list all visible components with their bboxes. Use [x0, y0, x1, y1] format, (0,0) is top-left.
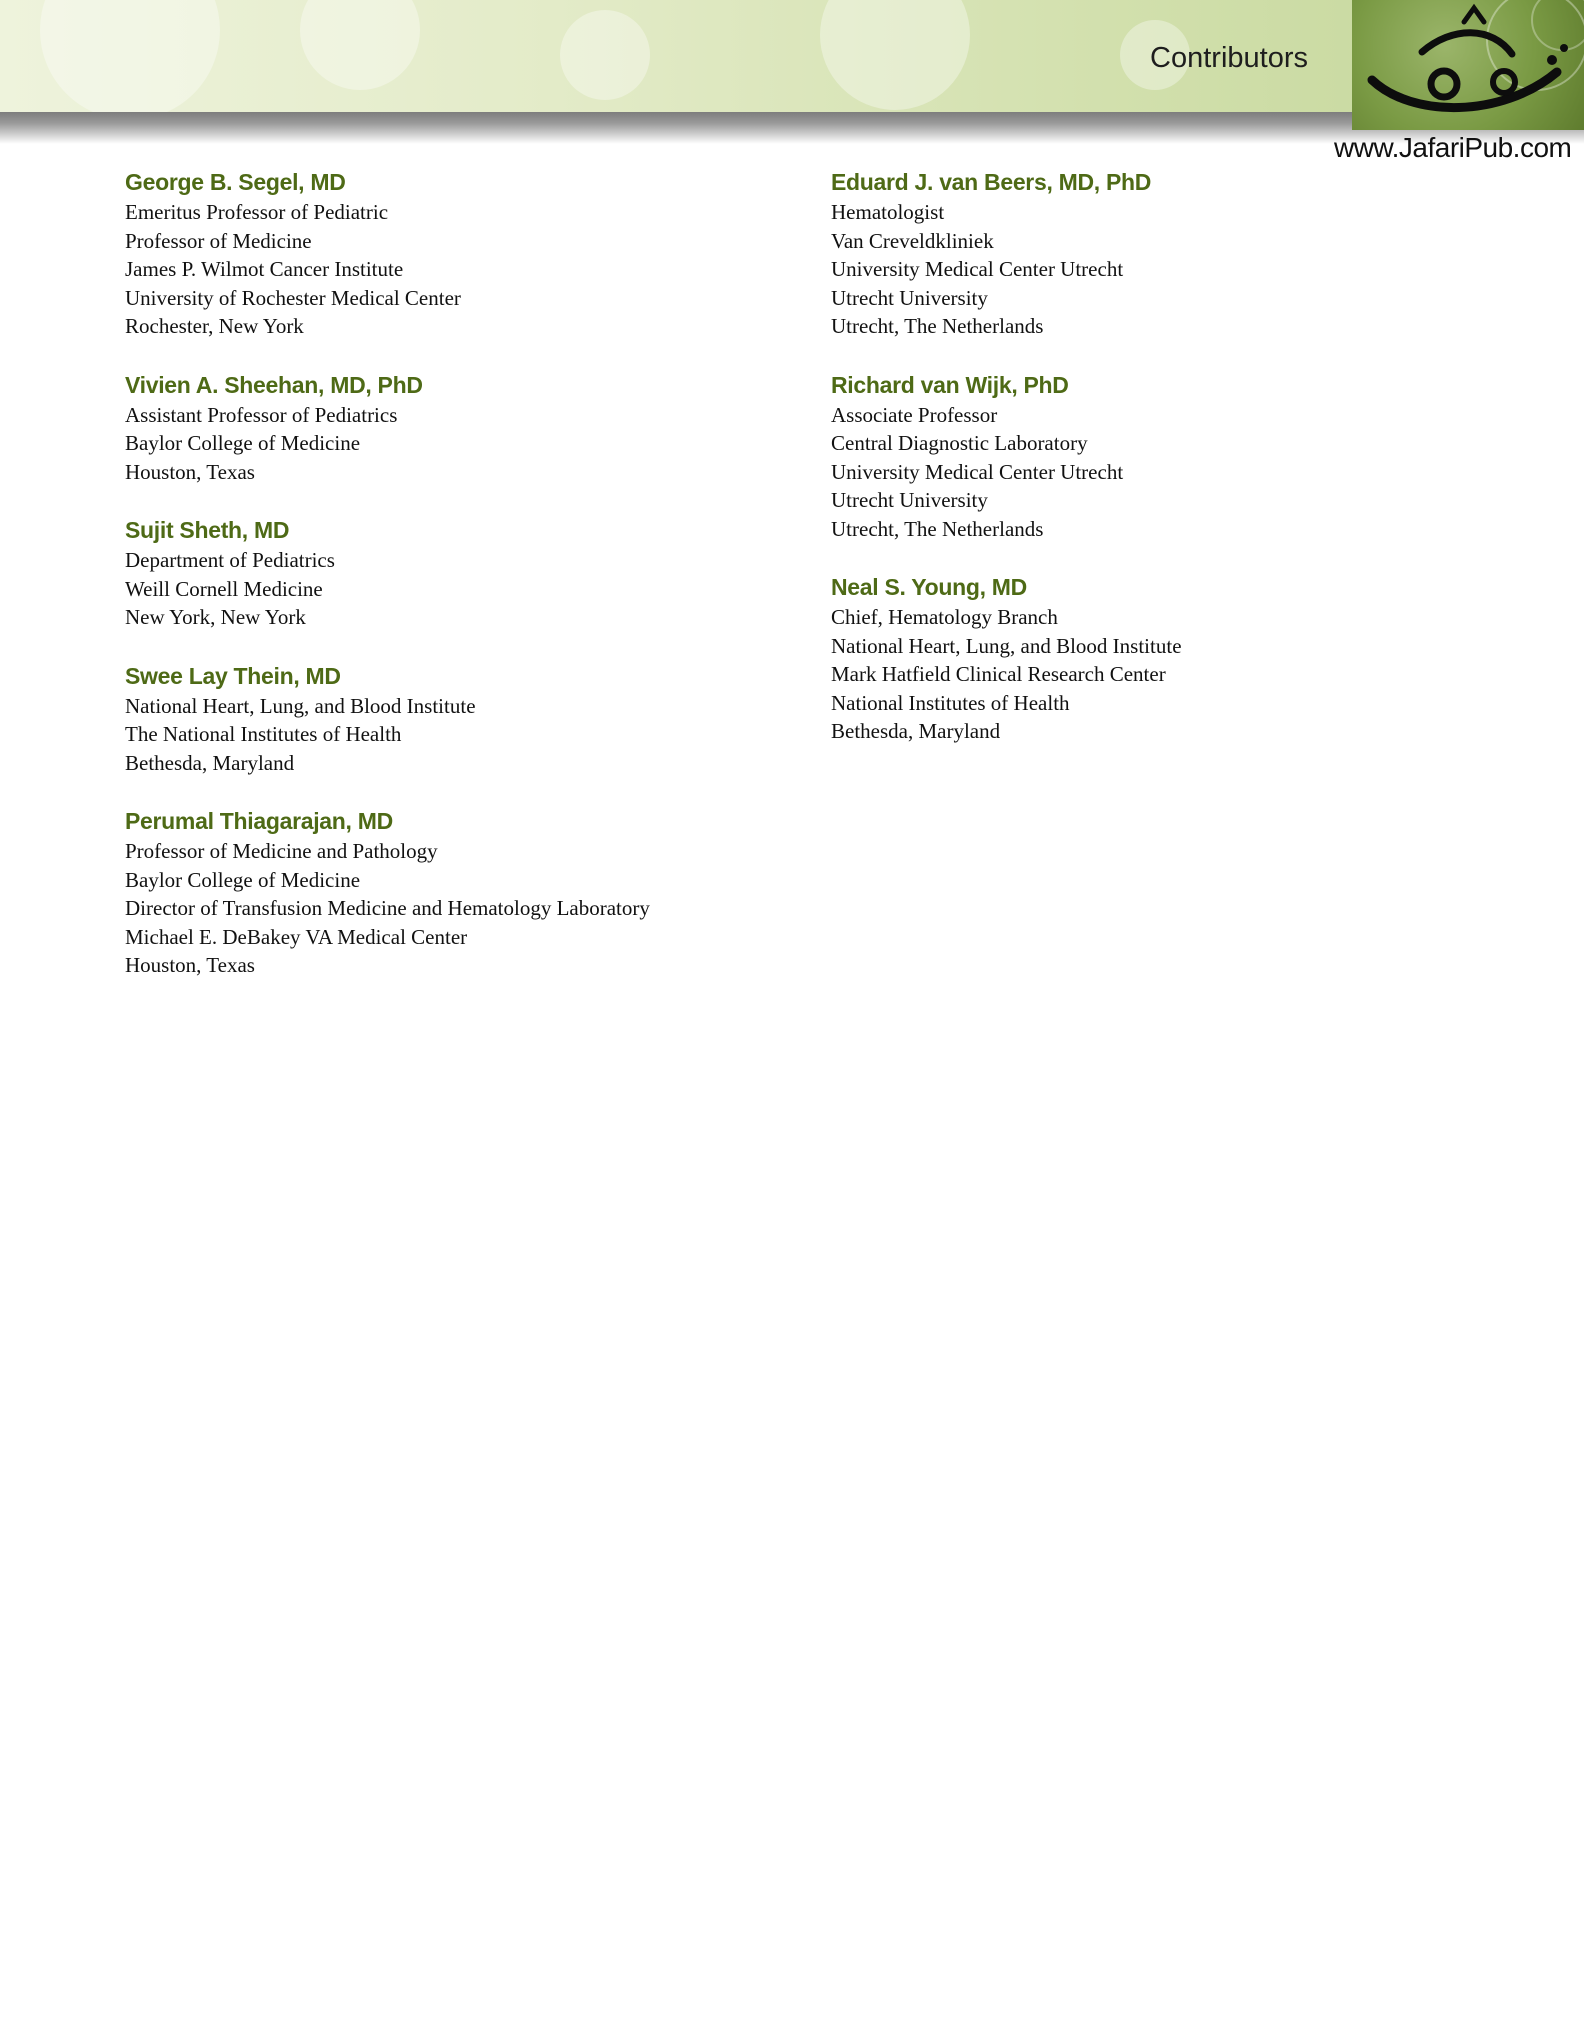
affiliation-line: University Medical Center Utrecht: [831, 459, 1124, 484]
affiliation-line: Van Creveldkliniek: [831, 228, 994, 253]
page-title: Contributors: [1150, 42, 1308, 74]
affiliation-line: Bethesda, Maryland: [831, 719, 1001, 743]
contributor-entry: [125, 369, 825, 487]
affiliation-line: University of Rochester Medical Center: [125, 285, 461, 310]
affiliation-list: [831, 198, 1531, 341]
calligraphy-logo-icon: [1352, 0, 1584, 130]
bokeh-decoration: [300, 0, 420, 90]
affiliation-list: [125, 692, 825, 778]
contributor-entry: [831, 166, 1531, 341]
affiliation-line: Bethesda, Maryland: [125, 750, 295, 775]
affiliation-line: Michael E. DeBakey VA Medical Center: [125, 924, 468, 949]
affiliation-line: Director of Transfusion Medicine and Hematology Laboratory: [125, 896, 650, 920]
affiliation-line: Baylor College of Medicine: [125, 867, 361, 892]
contributor-entry: [125, 166, 825, 341]
contributors-column-left: [125, 166, 825, 1008]
bokeh-decoration: [40, 0, 220, 112]
affiliation-line: Assistant Professor of Pediatrics: [125, 402, 398, 427]
contributor-name: Perumal Thiagarajan, MD: [125, 808, 393, 834]
bokeh-decoration: [820, 0, 970, 110]
affiliation-line: Department of Pediatrics: [125, 548, 335, 572]
contributor-name: Richard van Wijk, PhD: [831, 371, 1069, 398]
affiliation-line: Utrecht, The Netherlands: [831, 314, 1044, 338]
page-header-banner: [0, 0, 1584, 112]
affiliation-line: Emeritus Professor of Pediatric: [125, 200, 389, 224]
affiliation-list: [831, 401, 1531, 544]
affiliation-line: Houston, Texas: [125, 459, 255, 484]
bokeh-decoration: [560, 10, 650, 100]
affiliation-list: [831, 603, 1531, 746]
affiliation-line: Utrecht University: [831, 488, 988, 512]
affiliation-line: Chief, Hematology Branch: [831, 605, 1058, 629]
affiliation-list: [125, 401, 825, 487]
contributor-entry: [831, 369, 1531, 544]
affiliation-line: James P. Wilmot Cancer Institute: [125, 257, 404, 281]
affiliation-line: Professor of Medicine: [125, 228, 312, 253]
affiliation-line: Utrecht University: [831, 285, 988, 310]
affiliation-line: National Institutes of Health: [831, 690, 1070, 715]
affiliation-line: University Medical Center Utrecht: [831, 257, 1124, 281]
affiliation-list: [125, 837, 825, 980]
affiliation-line: National Heart, Lung, and Blood Institute: [125, 693, 476, 718]
affiliation-list: [125, 546, 825, 632]
contributor-entry: [125, 660, 825, 778]
affiliation-list: [125, 198, 825, 341]
contributor-entry: [831, 571, 1531, 746]
affiliation-line: Associate Professor: [831, 402, 998, 427]
contributor-entry: [125, 805, 825, 980]
affiliation-line: Central Diagnostic Laboratory: [831, 431, 1088, 455]
contributor-name: Swee Lay Thein, MD: [125, 662, 341, 689]
contributor-name: Neal S. Young, MD: [831, 574, 1027, 600]
publisher-logo: [1352, 0, 1584, 130]
affiliation-line: Professor of Medicine and Pathology: [125, 839, 438, 863]
affiliation-line: The National Institutes of Health: [125, 722, 402, 746]
affiliation-line: New York, New York: [125, 605, 306, 629]
affiliation-line: Baylor College of Medicine: [125, 431, 361, 455]
affiliation-line: Houston, Texas: [125, 953, 255, 977]
contributor-name: Eduard J. van Beers, MD, PhD: [831, 169, 1152, 195]
affiliation-line: Weill Cornell Medicine: [125, 576, 323, 601]
publisher-site-url[interactable]: www.JafariPub.com: [1334, 132, 1572, 163]
affiliation-line: Hematologist: [831, 200, 945, 224]
contributor-name: Sujit Sheth, MD: [125, 517, 290, 543]
contributor-name: George B. Segel, MD: [125, 169, 346, 195]
contributor-name: Vivien A. Sheehan, MD, PhD: [125, 371, 423, 398]
contributors-column-right: [831, 166, 1531, 774]
affiliation-line: Utrecht, The Netherlands: [831, 516, 1044, 541]
affiliation-line: Mark Hatfield Clinical Research Center: [831, 662, 1166, 686]
affiliation-line: National Heart, Lung, and Blood Institute: [831, 633, 1182, 658]
contributor-entry: [125, 514, 825, 632]
affiliation-line: Rochester, New York: [125, 314, 304, 338]
